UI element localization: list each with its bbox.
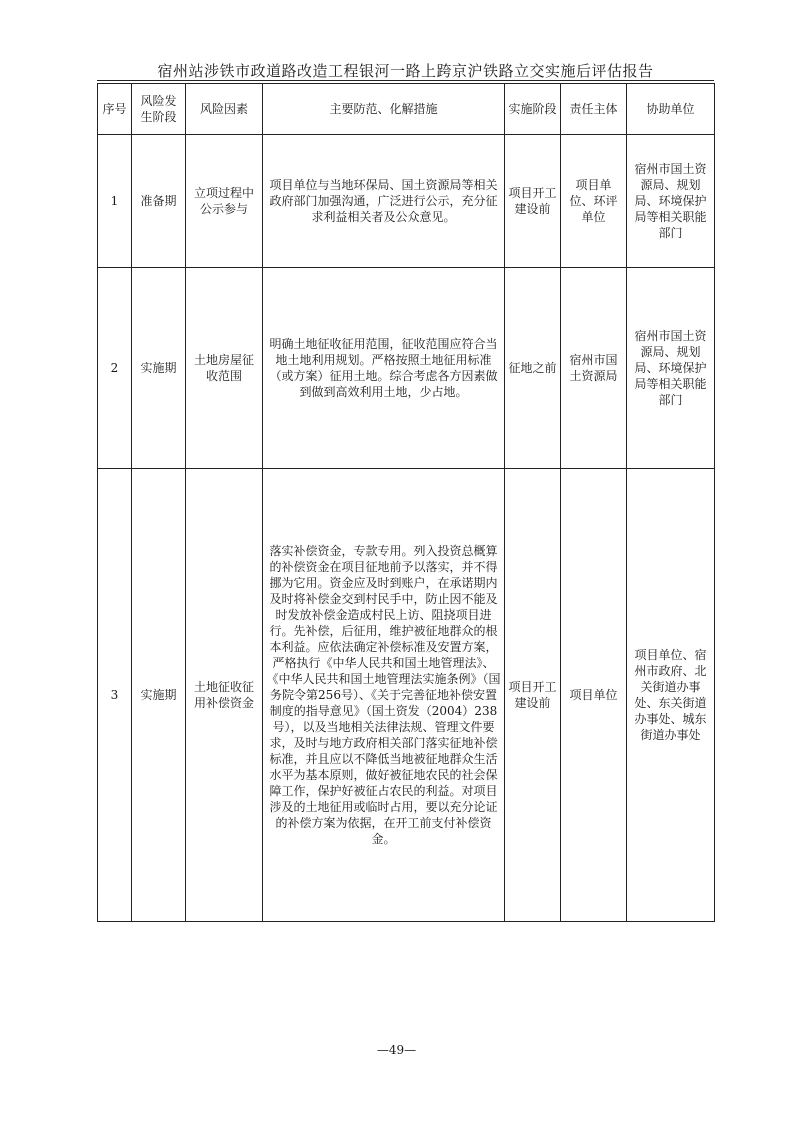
cell-no: 2 (98, 268, 132, 469)
table-row (98, 268, 715, 469)
table-row (98, 135, 715, 268)
cell-assist: 宿州市国土资源局、规划局、环境保护局等相关职能部门 (627, 135, 715, 268)
cell-impl: 项目开工建设前 (505, 135, 561, 268)
cell-owner: 项目单位、环评单位 (561, 135, 627, 268)
column-header-assist: 协助单位 (627, 84, 715, 135)
page-header-title: 宿州站涉铁市政道路改造工程银河一路上跨京沪铁路立交实施后评估报告 (157, 62, 654, 80)
cell-no: 1 (98, 135, 132, 268)
table-row (98, 469, 715, 922)
cell-impl: 项目开工建设前 (505, 469, 561, 922)
cell-measure: 明确土地征收征用范围，征收范围应符合当地土地利用规划。严格按照土地征用标准（或方案）征用土地。综合考虑各方因素做到做到高效利用土地，少占地。 (263, 268, 505, 469)
cell-factor: 土地征收征用补偿资金 (186, 469, 263, 922)
cell-stage: 准备期 (132, 135, 186, 268)
column-header-no: 序号 (98, 84, 132, 135)
cell-owner: 宿州市国土资源局 (561, 268, 627, 469)
cell-measure: 项目单位与当地环保局、国土资源局等相关政府部门加强沟通，广泛进行公示，充分征求利益相关者及公众意见。 (263, 135, 505, 268)
risk-table (97, 83, 715, 922)
cell-assist: 项目单位、宿州市政府、北关街道办事处、东关街道办事处、城东街道办事处 (627, 469, 715, 922)
cell-measure: 落实补偿资金，专款专用。列入投资总概算的补偿资金在项目征地前予以落实，并不得挪为它用。资金应及时到账户，在承诺期内及时将补偿金交到村民手中，防止因不能及时发放补偿金造成村民上访、阻挠项目进行。先补偿，后征用，维护被征地群众的根本利益。应依法确定补偿标准及安置方案，严格执行《中华人民共和国土地管理法》、《中华人民共和国土地管理法实施条例》（国务院令第256号）、《关于完善征地补偿安置制度的指导意见》（国土资发（2004）238号），以及当地相关法律法规、管理文件要求，及时与地方政府相关部门落实征地补偿标准，并且应以不降低当地被征地群众生活水平为基本原则，做好被征地农民的社会保障工作，保护好被征占农民的利益。对项目涉及的土地征用或临时占用，要以充分论证的补偿方案为依据，在开工前支付补偿资金。 (263, 469, 505, 922)
cell-assist: 宿州市国土资源局、规划局、环境保护局等相关职能部门 (627, 268, 715, 469)
cell-no: 3 (98, 469, 132, 922)
column-header-owner: 责任主体 (561, 84, 627, 135)
table-header-row (98, 84, 715, 135)
cell-owner: 项目单位 (561, 469, 627, 922)
column-header-impl: 实施阶段 (505, 84, 561, 135)
column-header-measure: 主要防范、化解措施 (263, 84, 505, 135)
cell-factor: 土地房屋征收范围 (186, 268, 263, 469)
column-header-factor: 风险因素 (186, 84, 263, 135)
cell-stage: 实施期 (132, 469, 186, 922)
column-header-stage: 风险发生阶段 (132, 84, 186, 135)
cell-impl: 征地之前 (505, 268, 561, 469)
header-rule (97, 80, 714, 81)
page-number: —49— (376, 1043, 417, 1057)
cell-stage: 实施期 (132, 268, 186, 469)
cell-factor: 立项过程中公示参与 (186, 135, 263, 268)
